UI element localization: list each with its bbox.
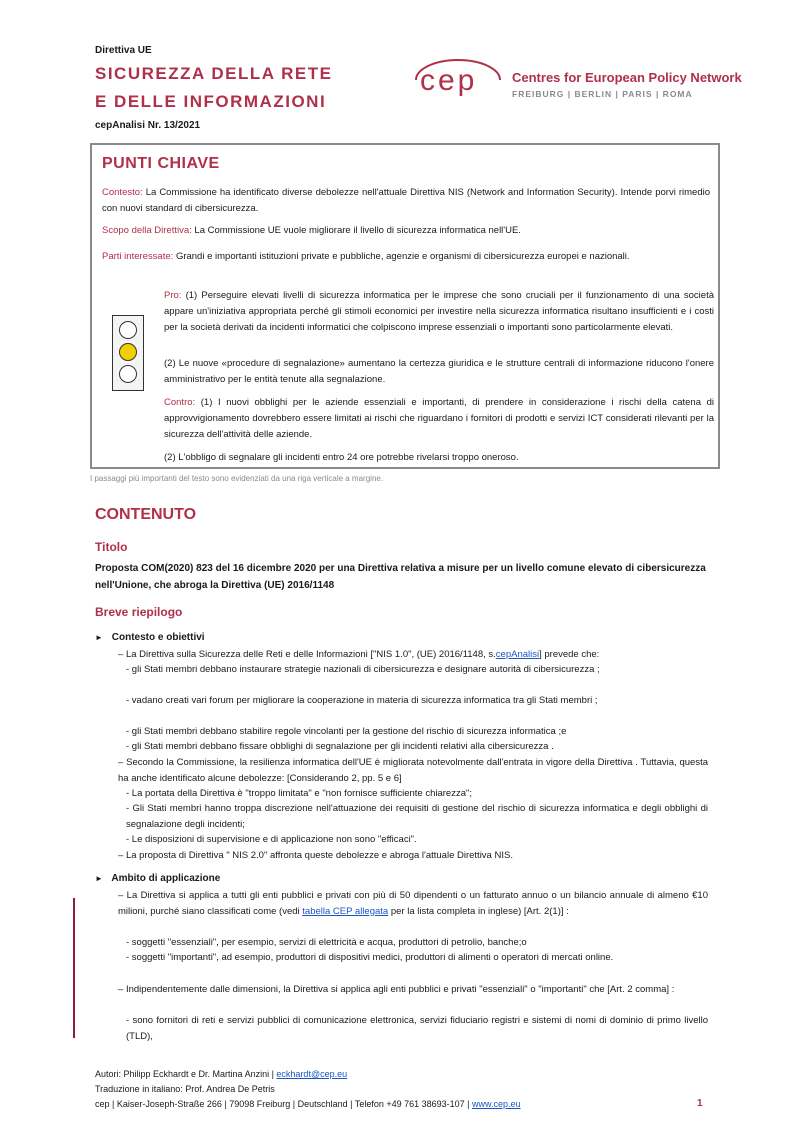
content-title: CONTENUTO: [95, 506, 197, 523]
scope-dash-1: – La Direttiva si applica a tutti gli enti pubblici e privati con più di 50 dipendenti o un fatturato annuo o un bilancio annuale di almeno €10 milioni, purché siano classificati come (vedi tabella CEP allegata per la lista completa in inglese) [Art. 2(1)] :: [118, 890, 708, 917]
traffic-light-top: [119, 321, 137, 339]
scope-dash-1-pre: La Direttiva si applica a tutti gli enti pubblici e privati con più di 50 dipendenti o un fatturato annuo o un bilancio annuale di almeno €10 milioni, purché siano classificati come (vedi: [118, 890, 708, 917]
key-point-scope: [102, 223, 710, 239]
context-label: Contesto:: [102, 187, 143, 198]
website-link[interactable]: www.cep.eu: [472, 1099, 521, 1109]
context-dash-3: – La proposta di Direttiva " NIS 2.0" affronta queste debolezze e abroga l'attuale Direttiva NIS.: [118, 850, 513, 861]
key-point-stakeholders: [102, 249, 710, 265]
scope-item-3: - sono fornitori di reti e servizi pubblici di comunicazione elettronica, servizi fiduciario registri e sistemi di nomi di dominio di primo livello (TLD),: [126, 1015, 708, 1042]
context-dash-3-text: La proposta di Direttiva " NIS 2.0" affronta queste debolezze e abroga l'attuale Direttiva NIS.: [125, 850, 513, 861]
address-text: cep | Kaiser-Joseph-Straße 266 | 79098 Freiburg | Deutschland | Telefon +49 761 38693-107 |: [95, 1099, 473, 1109]
pro-label: Pro:: [164, 290, 182, 301]
traffic-light-icon: [112, 315, 144, 391]
bullet-triangle-icon: ►: [95, 633, 103, 642]
footer-address: [95, 1099, 521, 1109]
context-dash-1-post: ] prevede che:: [539, 649, 600, 660]
scope-text: La Commissione UE vuole migliorare il livello di sicurezza informatica nell'UE.: [194, 225, 521, 236]
context-dash-1-pre: La Direttiva sulla Sicurezza delle Reti e delle Informazioni ["NIS 1.0", (UE) 2016/1148, s.: [125, 649, 496, 660]
key-points-box: [90, 143, 720, 469]
author-email-link[interactable]: eckhardt@cep.eu: [276, 1069, 348, 1079]
stakeholders-text: Grandi e importanti istituzioni private e pubbliche, agenzie e organismi di cibersicurezza europei e nazionali.: [175, 251, 630, 262]
cep-logo: [412, 58, 772, 108]
context-dash-2-text: Secondo la Commissione, la resilienza informatica dell'UE è migliorata notevolmente dall'entrata in vigore della Direttiva . Tuttavia, questa ha anche identificato alcune debolezze: [Considerando 2, pp. 5 e 6]: [118, 757, 708, 784]
scope-dash-1-post: per la lista completa in inglese) [Art. 2(1)] :: [388, 905, 569, 917]
context-item-1: - gli Stati membri debbano instaurare strategie nazionali di cibersicurezza e designare autorità di cibersicurezza ;: [126, 664, 600, 675]
bullet-scope-title: Ambito di applicazione: [111, 873, 221, 884]
pro-1: [164, 288, 714, 336]
traffic-light-bottom: [119, 365, 137, 383]
context-dash-2: – Secondo la Commissione, la resilienza informatica dell'UE è migliorata notevolmente dall'entrata in vigore della Direttiva . Tuttavia, questa ha anche identificato alcune debolezze: [Considerando 2, pp. 5 e 6]: [118, 757, 708, 784]
doc-title-line2: E DELLE INFORMAZIONI: [95, 92, 327, 111]
logo-mark: cep: [420, 64, 478, 97]
scope-label: Scopo della Direttiva:: [102, 225, 192, 236]
pro-1-text: (1) Perseguire elevati livelli di sicurezza informatica per le imprese che sono cruciali per il funzionamento di una società appare un'iniziativa appropriata perché gli stimoli economici per investire nella sicurezza informatica risultano insufficienti e i costi per la società derivati da incidenti informatici che colpiscono imprese essenziali o importanti sono particolarmente elevati.: [164, 290, 714, 333]
bullet-context-title: Contesto e obiettivi: [111, 632, 205, 643]
proposal-text: Proposta COM(2020) 823 del 16 dicembre 2020 per una Direttiva relativa a misure per un livello comune elevato di cibersicurezza nell'Unione, che abroga la Direttiva (UE) 2016/1148: [95, 563, 706, 591]
scope-dash-2: – Indipendentemente dalle dimensioni, la Direttiva si applica agli enti pubblici e privati "essenziali" o "importanti" che [Art. 2 comma] :: [118, 984, 675, 995]
doc-title-line1: SICUREZZA DELLA RETE: [95, 64, 333, 83]
context-item-4: - gli Stati membri debbano fissare obblighi di segnalazione per gli incidenti relativi alla cibersicurezza .: [126, 741, 554, 752]
footer-authors: [95, 1069, 347, 1079]
footer-translation: Traduzione in italiano: Prof. Andrea De Petris: [95, 1084, 275, 1094]
analysis-number: cepAnalisi Nr. 13/2021: [95, 120, 201, 131]
margin-highlight-bar: [73, 898, 75, 1038]
bullet-triangle-icon: ►: [95, 874, 103, 883]
weakness-1: - La portata della Direttiva è "troppo limitata" e "non fornisce sufficiente chiarezza";: [126, 788, 472, 799]
pro-2: (2) Le nuove «procedure di segnalazione» aumentano la certezza giuridica e le strutture centrali di informazione riducono l'onere amministrativo per le entità tenute alla segnalazione.: [164, 358, 714, 385]
contra-1: [164, 395, 714, 443]
context-item-2: - vadano creati vari forum per migliorare la cooperazione in materia di sicurezza informatica tra gli Stati membri ;: [126, 695, 598, 706]
contra-label: Contro:: [164, 397, 196, 408]
weakness-3: - Le disposizioni di supervisione e di applicazione non sono "efficaci".: [126, 834, 417, 845]
traffic-light-middle-on: [119, 343, 137, 361]
title-heading: Titolo: [95, 540, 128, 554]
logo-cities: FREIBURG | BERLIN | PARIS | ROMA: [512, 89, 693, 99]
key-point-context: [102, 185, 710, 217]
stakeholders-label: Parti interessate:: [102, 251, 174, 262]
context-text: La Commissione ha identificato diverse debolezze nell'attuale Direttiva NIS (Network and Information Security). Intende porvi rimedio con nuovi standard di cibersicurezza.: [102, 187, 711, 214]
doc-type: Direttiva UE: [95, 45, 152, 56]
logo-name: Centres for European Policy Network: [512, 70, 742, 85]
contra-1-text: (1) I nuovi obblighi per le aziende essenziali e importanti, di prendere in considerazione i rischi della catena di approvvigionamento dovrebbero essere limitati ai rischi che riguardano i fornitori di prodotti e servizi ICT considerati rilevanti per la sicurezza dell'attività delle aziende.: [164, 397, 714, 440]
bullet-context: [95, 632, 205, 643]
weakness-2: - Gli Stati membri hanno troppa discrezione nell'attuazione dei requisiti di gestione del rischio di sicurezza informatica e degli obblighi di segnalazione degli incidenti;: [126, 803, 708, 830]
cep-table-link[interactable]: tabella CEP allegata: [302, 905, 389, 917]
context-dash-1: – La Direttiva sulla Sicurezza delle Reti e delle Informazioni ["NIS 1.0", (UE) 2016/1148, s.cepAnalisi] prevede che:: [118, 649, 600, 660]
page-number: 1: [697, 1098, 703, 1109]
summary-heading: Breve riepilogo: [95, 605, 183, 619]
bullet-scope: [95, 873, 220, 884]
context-item-3: - gli Stati membri debbano stabilire regole vincolanti per la gestione del rischio di sicurezza informatica ;e: [126, 726, 567, 737]
key-points-title: PUNTI CHIAVE: [102, 155, 220, 172]
contra-2: (2) L'obbligo di segnalare gli incidenti entro 24 ore potrebbe rivelarsi troppo oneroso.: [164, 452, 519, 463]
margin-note: I passaggi più importanti del testo sono evidenziati da una riga verticale a margine.: [90, 474, 384, 483]
cep-analisi-link[interactable]: cepAnalisi: [495, 649, 540, 660]
authors-text: Autori: Philipp Eckhardt e Dr. Martina Anzini |: [95, 1069, 277, 1079]
scope-item-2: - soggetti "importanti", ad esempio, produttori di dispositivi medici, produttori di alimenti o operatori di mercati online.: [126, 952, 614, 963]
scope-item-1: - soggetti "essenziali", per esempio, servizi di elettricità e acqua, produttori di petrolio, banche;o: [126, 937, 527, 948]
scope-dash-2-text: Indipendentemente dalle dimensioni, la Direttiva si applica agli enti pubblici e privati "essenziali" o "importanti" che [Art. 2 comma] :: [125, 984, 675, 995]
